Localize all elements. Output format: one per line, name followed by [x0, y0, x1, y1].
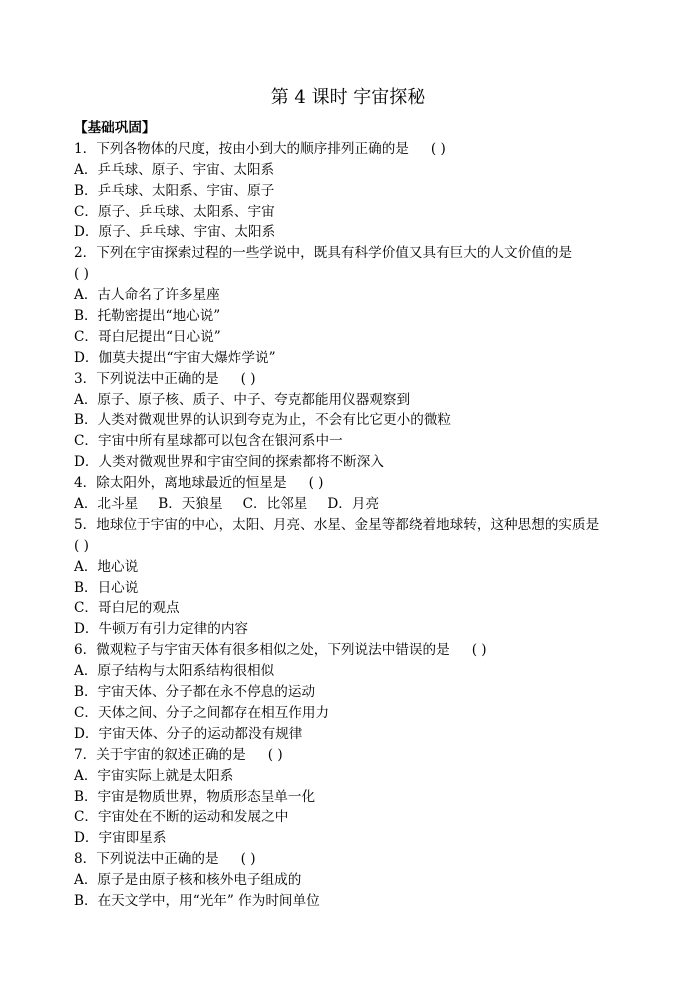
- text-line: [74, 306, 634, 327]
- page-title: 第 4 课时 宇宙探秘: [270, 87, 426, 108]
- line-text: 4．除太阳外，离地球最近的恒星是: [74, 475, 287, 492]
- text-line: [74, 849, 634, 870]
- text-line: [74, 578, 634, 599]
- text-line: [74, 787, 634, 808]
- line-text: A．乒乓球、原子、宇宙、太阳系: [74, 161, 275, 178]
- question-list: [74, 118, 634, 912]
- line-text: A．原子是由原子核和核外电子组成的: [74, 872, 302, 889]
- text-line: [74, 327, 634, 348]
- answer-bracket: ( ): [471, 642, 487, 659]
- text-line: [74, 598, 634, 619]
- line-text: 6．微观粒子与宇宙天体有很多相似之处，下列说法中错误的是: [74, 642, 450, 659]
- text-line: [74, 536, 634, 557]
- line-text: 5．地球位于宇宙的中心，太阳、月亮、水星、金星等都绕着地球转，这种思想的实质是: [74, 516, 600, 533]
- line-text: D．宇宙天体、分子的运动都没有规律: [74, 725, 303, 742]
- line-text: B．托勒密提出“地心说”: [74, 308, 221, 325]
- text-line: [74, 870, 634, 891]
- text-line: [74, 766, 634, 787]
- option-label: B．天狼星: [158, 496, 223, 513]
- line-text: A．古人命名了许多星座: [74, 287, 220, 304]
- line-text: 1．下列各物体的尺度，按由小到大的顺序排列正确的是: [74, 140, 409, 157]
- text-line: [74, 390, 634, 411]
- line-text: A．原子结构与太阳系结构很相似: [74, 663, 275, 680]
- line-text: C．宇宙处在不断的运动和发展之中: [74, 809, 289, 826]
- answer-bracket: ( ): [430, 140, 446, 157]
- text-line: [74, 348, 634, 369]
- option-label: D．月亮: [327, 496, 380, 513]
- text-line: [74, 640, 634, 661]
- line-text: 3．下列说法中正确的是: [74, 370, 219, 387]
- answer-bracket: ( ): [267, 746, 283, 763]
- text-line: [74, 431, 634, 452]
- text-line: [74, 661, 634, 682]
- line-text: 7．关于宇宙的叙述正确的是: [74, 746, 246, 763]
- line-text: D．宇宙即星系: [74, 830, 167, 847]
- line-text: B．宇宙是物质世界，物质形态呈单一化: [74, 788, 316, 805]
- answer-bracket: ( ): [308, 475, 324, 492]
- line-text: A．地心说: [74, 558, 139, 575]
- line-text: B．乒乓球、太阳系、宇宙、原子: [74, 182, 275, 199]
- text-line: [74, 891, 634, 912]
- line-text: C．宇宙中所有星球都可以包含在银河系中一: [74, 433, 343, 450]
- section-heading: 【基础巩固】: [74, 120, 156, 136]
- line-text: A．原子、原子核、质子、中子、夸克都能用仪器观察到: [74, 391, 411, 408]
- answer-bracket: ( ): [240, 370, 256, 387]
- option-label: A．北斗星: [74, 496, 139, 513]
- line-text: ( ): [74, 537, 89, 554]
- text-line: [74, 703, 634, 724]
- text-line: [74, 369, 634, 390]
- answer-bracket: ( ): [240, 851, 256, 868]
- text-line: [74, 222, 634, 243]
- line-text: B．日心说: [74, 579, 139, 596]
- line-text: C．哥白尼提出“日心说”: [74, 328, 221, 345]
- line-text: C．天体之间、分子之间都存在相互作用力: [74, 704, 330, 721]
- text-line: [74, 619, 634, 640]
- text-line: [74, 745, 634, 766]
- line-text: D．牛顿万有引力定律的内容: [74, 621, 249, 638]
- text-line: [74, 682, 634, 703]
- text-line: [74, 243, 634, 264]
- line-text: B．在天文学中，用“光年” 作为时间单位: [74, 892, 320, 909]
- text-line: [74, 724, 634, 745]
- line-text: D．伽莫夫提出“宇宙大爆炸学说”: [74, 349, 276, 366]
- line-text: C．原子、乒乓球、太阳系、宇宙: [74, 203, 275, 220]
- line-text: D．人类对微观世界和宇宙空间的探索都将不断深入: [74, 454, 384, 471]
- text-line: [74, 264, 634, 285]
- text-line: [74, 285, 634, 306]
- text-line: [74, 494, 634, 515]
- text-line: [74, 202, 634, 223]
- text-line: [74, 515, 634, 536]
- text-line: [74, 410, 634, 431]
- line-text: C．哥白尼的观点: [74, 600, 180, 617]
- text-line: [74, 452, 634, 473]
- line-text: 2．下列在宇宙探索过程的一些学说中，既具有科学价值又具有巨大的人文价值的是: [74, 245, 573, 262]
- text-line: [74, 139, 634, 160]
- text-line: [74, 181, 634, 202]
- line-text: 8．下列说法中正确的是: [74, 851, 219, 868]
- line-text: A．宇宙实际上就是太阳系: [74, 767, 234, 784]
- text-line: [74, 557, 634, 578]
- line-text: B．人类对微观世界的认识到夸克为止，不会有比它更小的微粒: [74, 412, 452, 429]
- option-label: C．比邻星: [242, 496, 308, 513]
- text-line: [74, 160, 634, 181]
- line-text: D．原子、乒乓球、宇宙、太阳系: [74, 224, 276, 241]
- text-line: [74, 473, 634, 494]
- text-line: [74, 807, 634, 828]
- line-text: B．宇宙天体、分子都在永不停息的运动: [74, 684, 316, 701]
- line-text: ( ): [74, 266, 89, 283]
- text-line: [74, 828, 634, 849]
